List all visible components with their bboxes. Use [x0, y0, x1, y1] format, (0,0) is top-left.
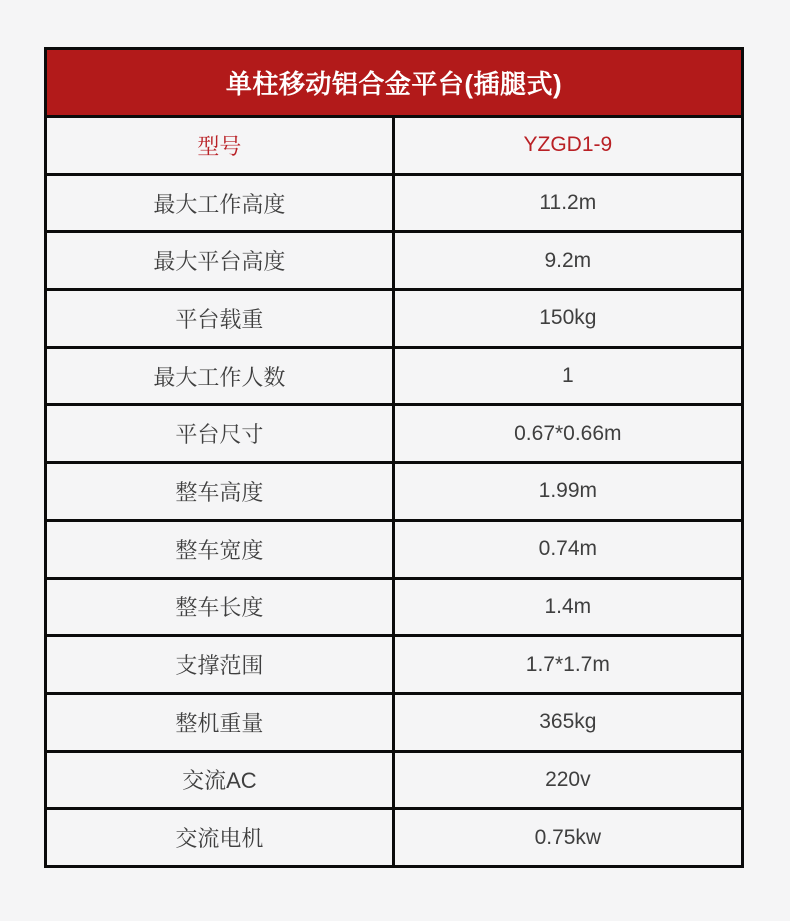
spec-value: 11.2m: [539, 191, 597, 215]
table-row: [47, 349, 741, 407]
spec-label: 整车宽度: [47, 522, 395, 577]
spec-label: 最大工作高度: [47, 176, 395, 231]
spec-value: 0.74m: [538, 537, 598, 561]
table-row: [47, 406, 741, 464]
spec-label: 交流AC: [47, 753, 395, 808]
spec-value: 0.75kw: [534, 825, 602, 849]
spec-value: 0.67*0.66m: [514, 421, 622, 445]
spec-value: 220v: [545, 767, 591, 791]
spec-value: 9.2m: [544, 248, 592, 272]
table-row: [47, 176, 741, 234]
spec-label: 整机重量: [47, 695, 395, 750]
spec-label: 最大工作人数: [47, 349, 395, 404]
spec-value: 1: [561, 364, 574, 388]
spec-label: 型号: [47, 118, 395, 173]
spec-label: 整车高度: [47, 464, 395, 519]
table-row: [47, 695, 741, 753]
spec-label: 平台载重: [47, 291, 395, 346]
spec-label: 支撑范围: [47, 637, 395, 692]
spec-value: 1.4m: [544, 594, 592, 618]
spec-value: YZGD1-9: [523, 133, 613, 157]
spec-label: 最大平台高度: [47, 233, 395, 288]
table-row: [47, 810, 741, 865]
table-row: [47, 637, 741, 695]
spec-label: 整车长度: [47, 580, 395, 635]
spec-value: 150kg: [539, 306, 597, 330]
spec-label: 交流电机: [47, 810, 395, 865]
table-row: [47, 580, 741, 638]
spec-table: [44, 47, 744, 868]
spec-label: 平台尺寸: [47, 406, 395, 461]
table-body: [47, 118, 741, 865]
table-row: [47, 464, 741, 522]
spec-value: 1.99m: [538, 479, 598, 503]
spec-value: 365kg: [539, 710, 597, 734]
table-row: [47, 753, 741, 811]
spec-value: 1.7*1.7m: [525, 652, 610, 676]
table-title: 单柱移动铝合金平台(插腿式): [47, 50, 741, 118]
table-row: [47, 522, 741, 580]
table-row: [47, 291, 741, 349]
table-row: [47, 233, 741, 291]
table-row: [47, 118, 741, 176]
